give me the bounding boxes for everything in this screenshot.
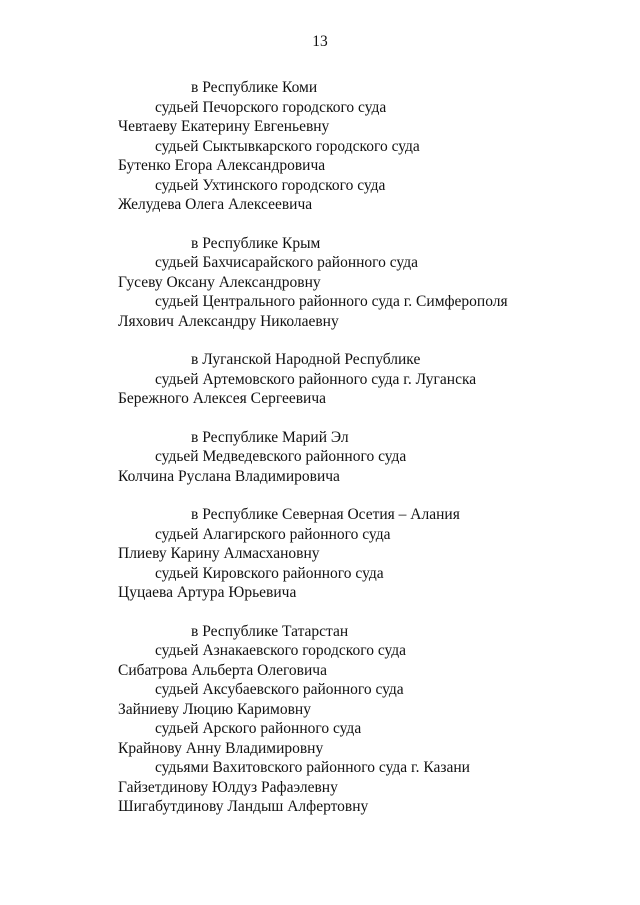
- court-line: судьей Ухтинского городского суда: [155, 176, 386, 194]
- region-heading: в Луганской Народной Республике: [191, 351, 421, 368]
- judge-name: Гайзетдинову Юлдуз Рафаэлевну: [118, 778, 338, 796]
- court-line: судьей Медведевского районного суда: [155, 448, 407, 465]
- court-line: судьей Бахчисарайского районного суда: [155, 254, 418, 271]
- judge-name: Цуцаева Артура Юрьевича: [118, 584, 297, 601]
- region-section: [118, 428, 618, 487]
- judge-name: Бережного Алексея Сергеевича: [118, 390, 327, 407]
- judge-name: Чевтаеву Екатерину Евгеньевну: [118, 118, 330, 135]
- judge-name: Желудева Олега Алексеевича: [118, 196, 313, 213]
- court-line: судьей Центрального районного суда г. Симферополя: [155, 293, 508, 310]
- court-line: судьей Кировского районного суда: [155, 564, 384, 582]
- court-line: судьей Арского районного суда: [155, 720, 362, 737]
- judge-name: Плиеву Карину Алмасхановну: [118, 545, 320, 562]
- judge-name: Гусеву Оксану Александровну: [118, 273, 321, 291]
- judge-name: Крайнову Анну Владимировну: [118, 739, 324, 757]
- court-line: судьями Вахитовского районного суда г. Казани: [155, 759, 470, 776]
- region-section: [118, 622, 618, 817]
- court-line: судьей Азнакаевского городского суда: [155, 642, 407, 659]
- court-line: судьей Алагирского районного суда: [155, 525, 391, 543]
- court-line: судьей Аксубаевского районного суда: [155, 681, 404, 698]
- court-line: судьей Печорского городского суда: [155, 98, 387, 116]
- region-section: [118, 350, 618, 409]
- region-section: [118, 505, 618, 603]
- judge-name: Шигабутдинову Ландыш Алфертовну: [118, 798, 369, 815]
- region-heading: в Республике Марий Эл: [191, 428, 349, 446]
- document-body: [118, 78, 618, 836]
- judge-name: Зайниеву Люцию Каримовну: [118, 700, 311, 718]
- judge-name: Бутенко Егора Александровича: [118, 157, 326, 174]
- region-section: [118, 234, 618, 332]
- judge-name: Колчина Руслана Владимировича: [118, 467, 340, 485]
- court-line: судьей Артемовского районного суда г. Луганска: [155, 370, 477, 388]
- page-number: 13: [312, 33, 328, 50]
- judge-name: Ляхович Александру Николаевну: [118, 312, 339, 330]
- judge-name: Сибатрова Альберта Олеговича: [118, 661, 327, 679]
- region-heading: в Республике Коми: [191, 79, 318, 96]
- region-heading: в Республике Крым: [191, 234, 321, 252]
- region-heading: в Республике Татарстан: [191, 622, 349, 640]
- region-heading: в Республике Северная Осетия – Алания: [191, 506, 460, 523]
- region-section: [118, 78, 618, 215]
- court-line: судьей Сыктывкарского городского суда: [155, 137, 420, 155]
